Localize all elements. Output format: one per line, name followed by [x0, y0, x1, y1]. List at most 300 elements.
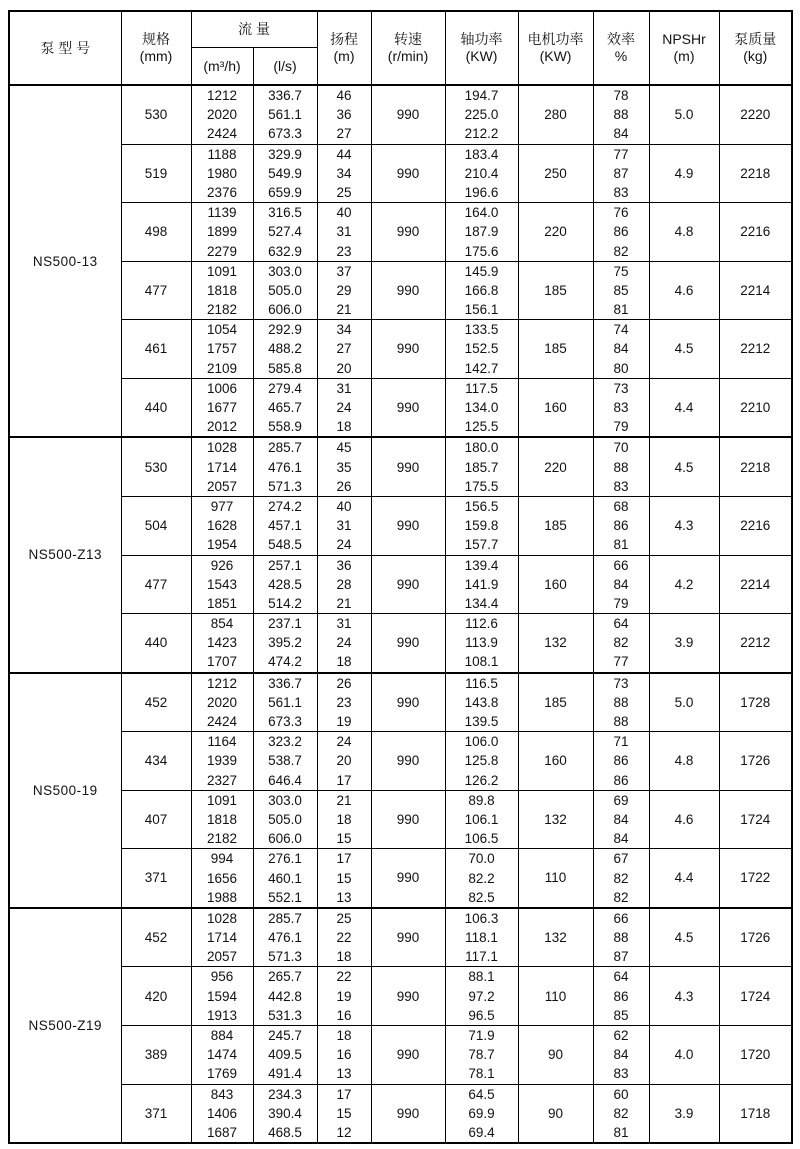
header-spec-line2: (mm) — [139, 48, 173, 64]
flow-m3h-cell — [191, 673, 253, 732]
flow-ls-cell — [253, 437, 317, 496]
head-cell — [317, 790, 371, 849]
pump-table-body — [9, 85, 792, 1143]
header-mass-line2: (kg) — [743, 48, 768, 64]
shaft-power-cell — [445, 144, 518, 203]
value-line: 139.5 — [464, 714, 499, 729]
value-line: 27 — [336, 341, 352, 357]
value-line: 1939 — [206, 753, 238, 769]
flow-m3h-cell — [191, 1026, 253, 1085]
value-line: 1594 — [206, 988, 238, 1004]
value-line: 571.3 — [268, 949, 302, 965]
value-line: 31 — [336, 224, 352, 240]
flow-m3h-cell — [191, 555, 253, 614]
value-line: 84 — [613, 341, 629, 357]
value-line: 78.7 — [468, 1047, 495, 1063]
header-speed — [371, 11, 445, 85]
value-line: 18 — [336, 949, 352, 965]
efficiency-cell — [593, 437, 649, 496]
table-row — [9, 1084, 792, 1143]
value-line: 88 — [613, 930, 629, 946]
value-line: 1091 — [206, 263, 238, 279]
value-line: 27 — [336, 126, 352, 142]
value-line: 83 — [613, 1066, 629, 1082]
flow-ls-cell — [253, 790, 317, 849]
value-line: 13 — [336, 889, 352, 905]
value-line: 175.5 — [464, 478, 499, 494]
value-line: 18 — [336, 419, 352, 435]
value-line: 88 — [613, 107, 629, 123]
pump-mass-cell: 2218 — [719, 437, 792, 496]
table-row — [9, 555, 792, 614]
pump-mass-cell: 1720 — [719, 1026, 792, 1085]
value-line: 71.9 — [468, 1028, 495, 1043]
motor-power-cell: 250 — [518, 144, 593, 203]
header-motor-line2: (KW) — [539, 48, 572, 64]
header-speed-line2: (r/min) — [387, 48, 429, 64]
header-head — [317, 11, 371, 85]
value-line: 46 — [336, 88, 352, 103]
pump-mass-cell: 2218 — [719, 144, 792, 203]
spec-cell: 530 — [121, 437, 191, 496]
flow-m3h-cell — [191, 85, 253, 144]
value-line: 274.2 — [268, 498, 302, 514]
flow-ls-cell — [253, 378, 317, 437]
npshr-cell: 4.5 — [649, 437, 719, 496]
flow-m3h-cell — [191, 614, 253, 673]
flow-ls-cell — [253, 555, 317, 614]
value-line: 180.0 — [464, 440, 499, 456]
spec-cell: 498 — [121, 203, 191, 262]
header-shaft-line2: (KW) — [465, 48, 498, 64]
flow-ls-cell — [253, 967, 317, 1026]
value-line: 1988 — [206, 889, 238, 905]
value-line: 15 — [336, 870, 352, 886]
value-line: 84 — [613, 811, 629, 827]
value-line: 2182 — [206, 302, 238, 318]
value-line: 1139 — [207, 205, 237, 221]
value-line: 175.6 — [464, 243, 499, 259]
flow-ls-cell — [253, 673, 317, 732]
flow-ls-cell — [253, 203, 317, 262]
value-line: 1423 — [206, 635, 238, 651]
value-line: 117.5 — [465, 380, 498, 396]
npshr-cell: 4.0 — [649, 1026, 719, 1085]
efficiency-cell — [593, 1084, 649, 1143]
spec-cell: 440 — [121, 614, 191, 673]
value-line: 2424 — [206, 126, 238, 142]
value-line: 18 — [336, 1028, 352, 1043]
value-line: 116.5 — [465, 675, 498, 691]
value-line: 457.1 — [268, 518, 302, 534]
pump-model-cell: NS500-19 — [9, 673, 121, 908]
value-line: 1406 — [206, 1105, 238, 1121]
value-line: 40 — [336, 205, 352, 221]
speed-cell: 990 — [371, 790, 445, 849]
pump-model-cell: NS500-Z19 — [9, 908, 121, 1143]
value-line: 2327 — [206, 772, 238, 788]
value-line: 16 — [336, 1047, 352, 1063]
value-line: 292.9 — [268, 322, 302, 338]
table-row — [9, 849, 792, 908]
value-line: 2376 — [206, 184, 238, 200]
spec-cell: 452 — [121, 908, 191, 967]
value-line: 505.0 — [268, 282, 302, 298]
value-line: 1707 — [206, 654, 238, 670]
shaft-power-cell — [445, 261, 518, 320]
efficiency-cell — [593, 261, 649, 320]
spec-cell: 420 — [121, 967, 191, 1026]
speed-cell: 990 — [371, 614, 445, 673]
value-line: 854 — [210, 616, 234, 632]
npshr-cell: 4.4 — [649, 849, 719, 908]
efficiency-cell — [593, 555, 649, 614]
value-line: 12 — [336, 1124, 352, 1140]
value-line: 84 — [613, 831, 629, 847]
value-line: 1474 — [206, 1047, 238, 1063]
shaft-power-cell — [445, 85, 518, 144]
value-line: 62 — [613, 1028, 629, 1043]
pump-mass-cell: 2212 — [719, 614, 792, 673]
value-line: 69.4 — [468, 1124, 495, 1140]
value-line: 1818 — [206, 282, 238, 298]
header-eff-line2: % — [614, 48, 628, 64]
value-line: 86 — [613, 988, 629, 1004]
value-line: 45 — [336, 440, 352, 456]
value-line: 2424 — [206, 714, 238, 729]
value-line: 673.3 — [268, 714, 302, 729]
value-line: 185.7 — [464, 459, 499, 475]
value-line: 2020 — [206, 694, 238, 710]
speed-cell: 990 — [371, 496, 445, 555]
flow-ls-cell — [253, 144, 317, 203]
value-line: 82 — [613, 889, 629, 905]
value-line: 265.7 — [268, 969, 302, 985]
value-line: 409.5 — [268, 1047, 302, 1063]
npshr-cell: 4.4 — [649, 378, 719, 437]
motor-power-cell: 280 — [518, 85, 593, 144]
value-line: 884 — [210, 1028, 234, 1043]
value-line: 88 — [613, 694, 629, 710]
value-line: 285.7 — [268, 910, 302, 926]
value-line: 548.5 — [268, 537, 302, 553]
spec-cell: 530 — [121, 85, 191, 144]
speed-cell: 990 — [371, 320, 445, 379]
value-line: 303.0 — [268, 792, 302, 808]
header-spec-line1: 规格 — [142, 31, 170, 47]
motor-power-cell: 220 — [518, 437, 593, 496]
value-line: 15 — [336, 831, 352, 847]
speed-cell: 990 — [371, 437, 445, 496]
head-cell — [317, 261, 371, 320]
flow-m3h-cell — [191, 849, 253, 908]
value-line: 2182 — [206, 831, 238, 847]
value-line: 82 — [613, 635, 629, 651]
header-mass-line1: 泵质量 — [734, 31, 777, 47]
value-line: 514.2 — [268, 595, 302, 611]
value-line: 31 — [336, 518, 352, 534]
spec-cell: 434 — [121, 732, 191, 791]
value-line: 70 — [613, 440, 629, 456]
head-cell — [317, 614, 371, 673]
value-line: 113.9 — [465, 635, 498, 651]
efficiency-cell — [593, 378, 649, 437]
header-pump-model: 泵 型 号 — [9, 11, 121, 85]
value-line: 81 — [613, 1124, 629, 1140]
value-line: 84 — [613, 1047, 629, 1063]
pump-mass-cell: 1724 — [719, 967, 792, 1026]
value-line: 21 — [336, 302, 352, 318]
head-cell — [317, 732, 371, 791]
efficiency-cell — [593, 320, 649, 379]
speed-cell: 990 — [371, 85, 445, 144]
value-line: 156.5 — [464, 498, 499, 514]
pump-spec-table — [8, 10, 793, 1144]
value-line: 956 — [210, 969, 234, 985]
value-line: 106.1 — [464, 811, 499, 827]
head-cell — [317, 1084, 371, 1143]
value-line: 86 — [613, 518, 629, 534]
spec-cell: 477 — [121, 261, 191, 320]
value-line: 145.9 — [464, 263, 499, 279]
value-line: 88.1 — [468, 969, 495, 985]
flow-ls-cell — [253, 614, 317, 673]
value-line: 17 — [336, 851, 352, 867]
table-row — [9, 673, 792, 732]
value-line: 86 — [613, 772, 629, 788]
value-line: 468.5 — [268, 1124, 302, 1140]
value-line: 166.8 — [464, 282, 499, 298]
value-line: 66 — [613, 557, 629, 573]
value-line: 66 — [613, 910, 629, 926]
value-line: 26 — [336, 675, 352, 691]
value-line: 527.4 — [268, 224, 302, 240]
value-line: 22 — [336, 969, 352, 985]
value-line: 67 — [613, 851, 629, 867]
motor-power-cell: 90 — [518, 1084, 593, 1143]
flow-ls-cell — [253, 261, 317, 320]
npshr-cell: 3.9 — [649, 614, 719, 673]
flow-m3h-cell — [191, 378, 253, 437]
flow-m3h-cell — [191, 261, 253, 320]
shaft-power-cell — [445, 203, 518, 262]
value-line: 1687 — [206, 1124, 238, 1140]
speed-cell: 990 — [371, 555, 445, 614]
value-line: 159.8 — [464, 518, 499, 534]
value-line: 106.3 — [464, 910, 499, 926]
value-line: 134.0 — [464, 400, 499, 415]
value-line: 76 — [613, 205, 629, 221]
value-line: 1899 — [206, 224, 238, 240]
value-line: 561.1 — [268, 694, 302, 710]
value-line: 23 — [336, 694, 352, 710]
head-cell — [317, 673, 371, 732]
value-line: 87 — [613, 165, 629, 181]
value-line: 552.1 — [268, 889, 302, 905]
value-line: 1818 — [206, 811, 238, 827]
header-flow-ls: (l/s) — [253, 48, 317, 86]
spec-cell: 371 — [121, 1084, 191, 1143]
value-line: 505.0 — [268, 811, 302, 827]
value-line: 106.0 — [464, 734, 499, 750]
value-line: 15 — [336, 1105, 352, 1121]
value-line: 606.0 — [268, 302, 302, 318]
table-row — [9, 378, 792, 437]
table-row — [9, 144, 792, 203]
speed-cell: 990 — [371, 849, 445, 908]
value-line: 112.6 — [465, 616, 498, 632]
value-line: 89.8 — [468, 792, 495, 808]
value-line: 82 — [613, 243, 629, 259]
table-row — [9, 732, 792, 791]
value-line: 87 — [613, 949, 629, 965]
value-line: 488.2 — [268, 341, 302, 357]
value-line: 81 — [613, 302, 629, 318]
value-line: 183.4 — [464, 146, 499, 162]
flow-ls-cell — [253, 732, 317, 791]
value-line: 1212 — [206, 675, 238, 691]
table-row — [9, 320, 792, 379]
value-line: 1054 — [206, 322, 238, 338]
value-line: 442.8 — [268, 988, 302, 1004]
pump-mass-cell: 1726 — [719, 908, 792, 967]
head-cell — [317, 378, 371, 437]
head-cell — [317, 203, 371, 262]
npshr-cell: 3.9 — [649, 1084, 719, 1143]
shaft-power-cell — [445, 555, 518, 614]
shaft-power-cell — [445, 437, 518, 496]
value-line: 476.1 — [268, 930, 302, 946]
value-line: 1980 — [206, 165, 238, 181]
value-line: 84 — [613, 126, 629, 142]
header-motor-line1: 电机功率 — [527, 31, 584, 47]
value-line: 82 — [613, 870, 629, 886]
value-line: 1164 — [207, 734, 237, 750]
value-line: 276.1 — [268, 851, 302, 867]
value-line: 212.2 — [464, 126, 499, 142]
motor-power-cell: 160 — [518, 555, 593, 614]
pump-mass-cell: 2214 — [719, 555, 792, 614]
value-line: 994 — [210, 851, 234, 867]
value-line: 82 — [613, 1105, 629, 1121]
flow-m3h-cell — [191, 437, 253, 496]
value-line: 69.9 — [468, 1105, 495, 1121]
value-line: 606.0 — [268, 831, 302, 847]
spec-cell: 452 — [121, 673, 191, 732]
speed-cell: 990 — [371, 1026, 445, 1085]
flow-ls-cell — [253, 908, 317, 967]
value-line: 476.1 — [268, 459, 302, 475]
efficiency-cell — [593, 614, 649, 673]
motor-power-cell: 220 — [518, 203, 593, 262]
value-line: 245.7 — [268, 1028, 302, 1043]
motor-power-cell: 160 — [518, 732, 593, 791]
value-line: 2020 — [206, 107, 238, 123]
value-line: 83 — [613, 400, 629, 415]
value-line: 2057 — [206, 949, 238, 965]
value-line: 1543 — [206, 576, 238, 592]
value-line: 29 — [336, 282, 352, 298]
head-cell — [317, 320, 371, 379]
value-line: 141.9 — [464, 576, 499, 592]
flow-m3h-cell — [191, 320, 253, 379]
value-line: 35 — [336, 459, 352, 475]
value-line: 26 — [336, 478, 352, 494]
efficiency-cell — [593, 967, 649, 1026]
efficiency-cell — [593, 790, 649, 849]
value-line: 142.7 — [464, 360, 499, 376]
value-line: 25 — [336, 910, 352, 926]
shaft-power-cell — [445, 790, 518, 849]
value-line: 79 — [613, 419, 629, 435]
value-line: 68 — [613, 498, 629, 514]
value-line: 40 — [336, 498, 352, 514]
header-head-line2: (m) — [333, 48, 355, 64]
efficiency-cell — [593, 849, 649, 908]
value-line: 926 — [210, 557, 234, 573]
value-line: 18 — [336, 811, 352, 827]
value-line: 139.4 — [464, 557, 499, 573]
value-line: 106.5 — [464, 831, 499, 847]
value-line: 18 — [336, 654, 352, 670]
motor-power-cell: 185 — [518, 320, 593, 379]
value-line: 143.8 — [464, 694, 499, 710]
npshr-cell: 4.8 — [649, 203, 719, 262]
value-line: 571.3 — [268, 478, 302, 494]
speed-cell: 990 — [371, 673, 445, 732]
header-pump-mass — [719, 11, 792, 85]
value-line: 73 — [613, 380, 629, 396]
motor-power-cell: 132 — [518, 908, 593, 967]
value-line: 1656 — [206, 870, 238, 886]
value-line: 19 — [336, 714, 352, 729]
header-flow-m3h: (m³/h) — [191, 48, 253, 86]
value-line: 83 — [613, 184, 629, 200]
table-row — [9, 261, 792, 320]
value-line: 36 — [336, 107, 352, 123]
head-cell — [317, 967, 371, 1026]
value-line: 118.1 — [465, 930, 498, 946]
spec-cell: 477 — [121, 555, 191, 614]
pump-mass-cell: 1722 — [719, 849, 792, 908]
motor-power-cell: 185 — [518, 261, 593, 320]
value-line: 17 — [336, 772, 352, 788]
npshr-cell: 4.9 — [649, 144, 719, 203]
value-line: 82.5 — [468, 889, 495, 905]
value-line: 17 — [336, 1086, 352, 1102]
value-line: 1006 — [206, 380, 238, 396]
value-line: 28 — [336, 576, 352, 592]
value-line: 37 — [336, 263, 352, 279]
pump-mass-cell: 2216 — [719, 203, 792, 262]
value-line: 108.1 — [464, 654, 499, 670]
value-line: 80 — [613, 360, 629, 376]
value-line: 194.7 — [464, 88, 499, 103]
value-line: 257.1 — [268, 557, 302, 573]
value-line: 78 — [613, 88, 629, 103]
flow-ls-cell — [253, 1084, 317, 1143]
npshr-cell: 5.0 — [649, 673, 719, 732]
value-line: 44 — [336, 146, 352, 162]
shaft-power-cell — [445, 378, 518, 437]
shaft-power-cell — [445, 320, 518, 379]
value-line: 673.3 — [268, 126, 302, 142]
value-line: 428.5 — [268, 576, 302, 592]
value-line: 1954 — [206, 537, 238, 553]
table-row — [9, 614, 792, 673]
value-line: 24 — [336, 400, 352, 415]
spec-cell: 440 — [121, 378, 191, 437]
